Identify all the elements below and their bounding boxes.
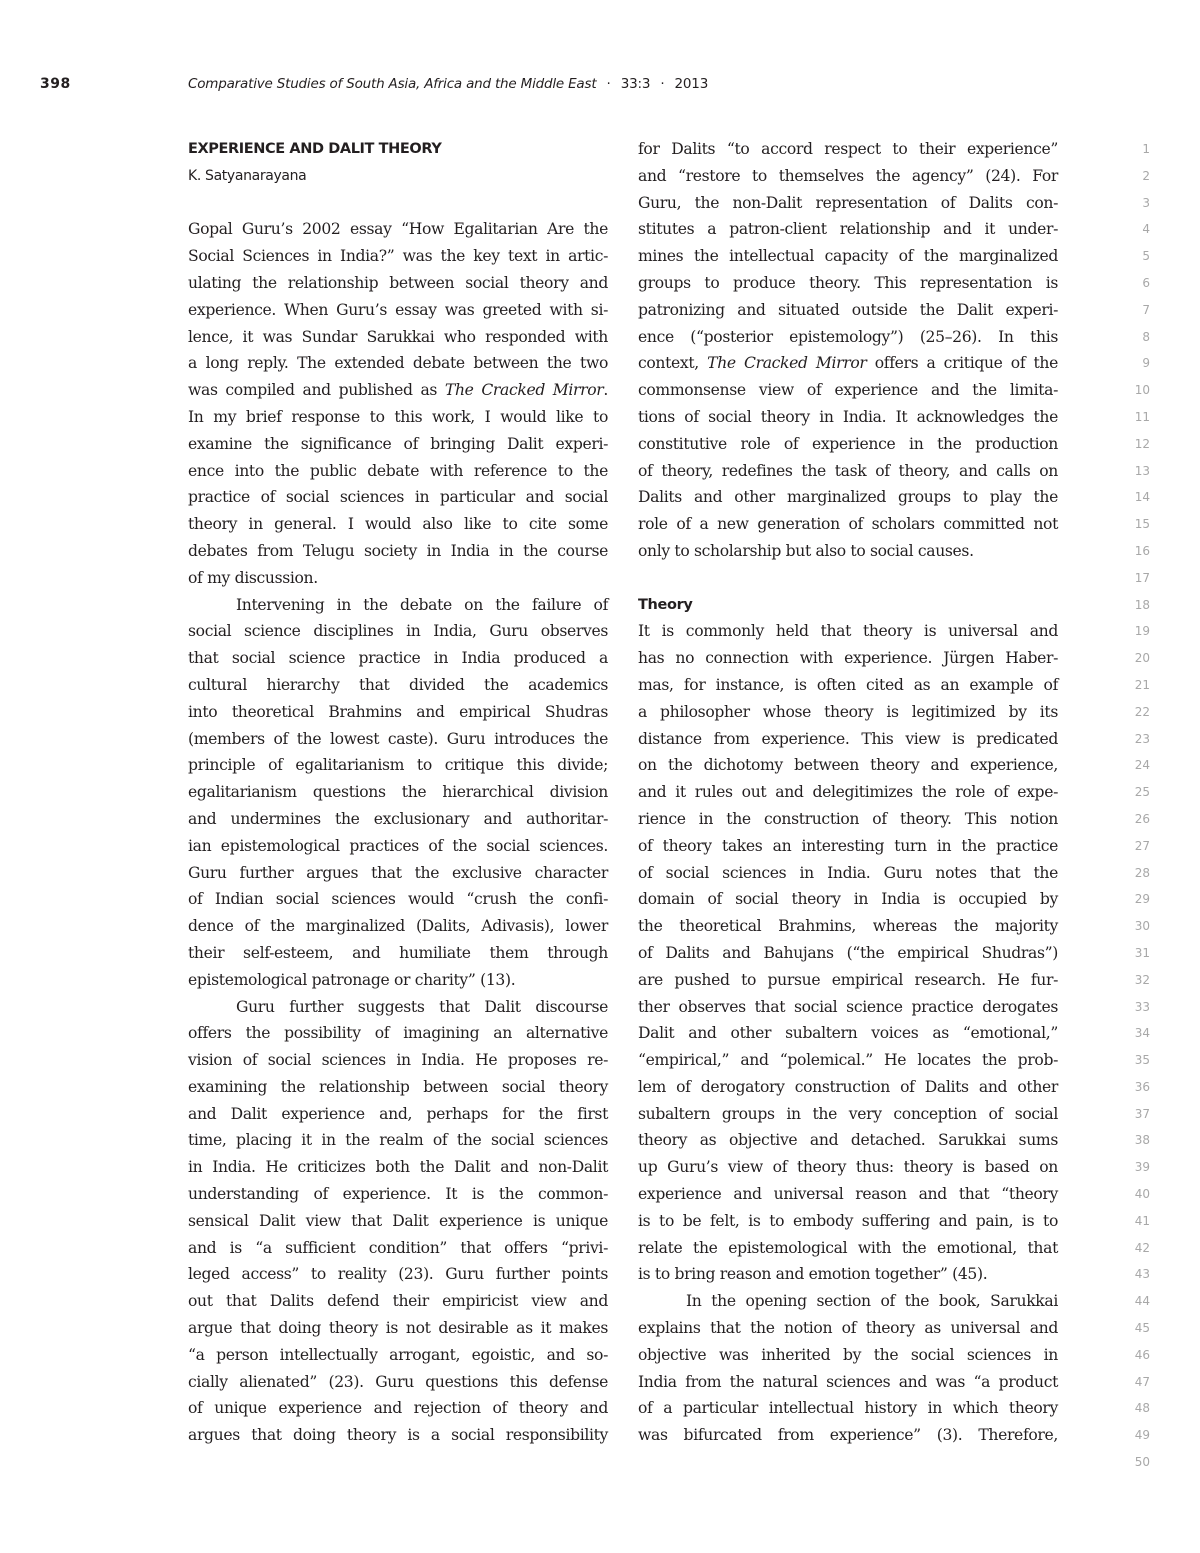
text-line: domain of social theory in India is occupied by <box>638 890 1058 909</box>
text-line: Guru further suggests that Dalit discourse <box>236 997 608 1016</box>
text-line: lence, it was Sundar Sarukkai who responded with <box>188 327 608 346</box>
section-heading: Theory <box>638 596 693 613</box>
line-number: 48 <box>1134 1401 1150 1416</box>
text-line: examine the significance of bringing Dalit experi- <box>188 434 608 453</box>
text-line: ian epistemological practices of the social sciences. <box>188 836 608 855</box>
text-run: . <box>603 381 608 400</box>
text-line: and “restore to themselves the agency” (24). For <box>638 166 1058 185</box>
line-number: 12 <box>1134 436 1150 451</box>
text-line: the theoretical Brahmins, whereas the majority <box>638 917 1058 936</box>
text-line: of Dalits and Bahujans (“the empirical Shudras”) <box>638 943 1058 962</box>
text-line: only to scholarship but also to social causes. <box>638 541 974 560</box>
line-number: 11 <box>1134 409 1150 424</box>
line-number: 3 <box>1142 195 1150 210</box>
text-line: vision of social sciences in India. He proposes re- <box>188 1051 608 1070</box>
text-line: argues that doing theory is a social responsibility <box>188 1426 608 1445</box>
line-number: 7 <box>1142 302 1150 317</box>
text-line: leged access” to reality (23). Guru further points <box>188 1265 608 1284</box>
line-number: 5 <box>1142 249 1150 264</box>
text-line: “a person intellectually arrogant, egoistic, and so- <box>188 1345 608 1364</box>
line-number: 24 <box>1134 758 1150 773</box>
text-line: (members of the lowest caste). Guru introduces the <box>188 729 608 748</box>
line-number: 33 <box>1134 999 1150 1014</box>
text-line: commonsense view of experience and the limita- <box>638 381 1058 400</box>
text-line: Intervening in the debate on the failure of <box>236 595 608 614</box>
text-line: of theory, redefines the task of theory, and calls on <box>638 461 1058 480</box>
text-line: cultural hierarchy that divided the academics <box>188 675 608 694</box>
text-line: and is “a sufficient condition” that offers “privi- <box>188 1238 608 1257</box>
separator: · <box>606 76 611 92</box>
text-line: of social sciences in India. Guru notes that the <box>638 863 1058 882</box>
line-number: 8 <box>1142 329 1150 344</box>
line-number: 16 <box>1134 543 1150 558</box>
journal-title: Comparative Studies of South Asia, Africa and the Middle East <box>188 76 597 92</box>
text-line: principle of egalitarianism to critique this divide; <box>188 756 608 775</box>
text-line: and undermines the exclusionary and authoritar- <box>188 809 608 828</box>
text-line: that social science practice in India produced a <box>188 649 608 668</box>
paragraph <box>638 618 1058 1288</box>
line-number: 49 <box>1134 1428 1150 1443</box>
line-number: 4 <box>1142 222 1150 237</box>
text-line: social science disciplines in India, Guru observes <box>188 622 608 641</box>
text-line: Guru, the non-Dalit representation of Dalits con- <box>638 193 1058 212</box>
line-number: 13 <box>1134 463 1150 478</box>
spacer <box>188 190 608 217</box>
text-line: and Dalit experience and, perhaps for the first <box>188 1104 608 1123</box>
right-column <box>638 136 1058 1449</box>
paragraph <box>188 592 608 994</box>
text-line: examining the relationship between social theory <box>188 1077 608 1096</box>
line-number: 28 <box>1134 865 1150 880</box>
text-line: epistemological patronage or charity” (13). <box>188 970 516 989</box>
text-line: Gopal Guru’s 2002 essay “How Egalitarian Are the <box>188 220 608 239</box>
line-number: 25 <box>1134 785 1150 800</box>
line-number: 39 <box>1134 1160 1150 1175</box>
author-name: K. Satyanarayana <box>188 167 307 184</box>
text-line: It is commonly held that theory is universal and <box>638 622 1058 641</box>
text-line: constitutive role of experience in the production <box>638 434 1058 453</box>
text-line: a long reply. The extended debate between the two <box>188 354 608 373</box>
text-run: offers a critique of the <box>874 354 1058 373</box>
spacer <box>638 565 1058 592</box>
line-number: 26 <box>1134 811 1150 826</box>
text-line: subaltern groups in the very conception of social <box>638 1104 1058 1123</box>
line-number: 9 <box>1142 356 1150 371</box>
book-title: The Cracked Mirror <box>444 381 604 400</box>
line-number: 2 <box>1142 168 1150 183</box>
text-line: was bifurcated from experience” (3). Therefore, <box>638 1426 1058 1445</box>
text-line: theory in general. I would also like to cite some <box>188 515 608 534</box>
text-line: Dalits and other marginalized groups to play the <box>638 488 1058 507</box>
text-line: tions of social theory in India. It acknowledges the <box>638 407 1058 426</box>
year: 2013 <box>674 76 709 92</box>
text-line: Social Sciences in India?” was the key text in artic- <box>188 247 608 266</box>
text-line: is to bring reason and emotion together” (45). <box>638 1265 988 1284</box>
text-line: sensical Dalit view that Dalit experience is unique <box>188 1211 608 1230</box>
text-line: in India. He criticizes both the Dalit and non-Dalit <box>188 1158 608 1177</box>
text-line: experience and universal reason and that “theory <box>638 1185 1058 1204</box>
line-number: 32 <box>1134 972 1150 987</box>
text-line: patronizing and situated outside the Dalit experi- <box>638 300 1058 319</box>
line-number: 44 <box>1134 1294 1150 1309</box>
left-column <box>188 136 608 1449</box>
text-line: Guru further argues that the exclusive character <box>188 863 608 882</box>
text-line: of a particular intellectual history in which theory <box>638 1399 1058 1418</box>
text-run: was compiled and published as <box>188 381 438 400</box>
line-number: 37 <box>1134 1106 1150 1121</box>
text-line: “empirical,” and “polemical.” He locates the prob- <box>638 1051 1058 1070</box>
line-number: 23 <box>1134 731 1150 746</box>
text-line: has no connection with experience. Jürgen Haber- <box>638 649 1058 668</box>
text-line: of Indian social sciences would “crush the confi- <box>188 890 608 909</box>
text-line: their self-esteem, and humiliate them through <box>188 943 608 962</box>
text-line: theory as objective and detached. Sarukkai sums <box>638 1131 1058 1150</box>
text-run: context, <box>638 354 699 373</box>
line-number: 34 <box>1134 1026 1150 1041</box>
line-number: 46 <box>1134 1347 1150 1362</box>
line-number: 45 <box>1134 1321 1150 1336</box>
paragraph <box>638 136 1058 565</box>
line-number: 14 <box>1134 490 1150 505</box>
line-number: 41 <box>1134 1213 1150 1228</box>
text-line: out that Dalits defend their empiricist view and <box>188 1292 608 1311</box>
text-line <box>188 377 608 404</box>
text-line: distance from experience. This view is predicated <box>638 729 1058 748</box>
paragraph <box>638 1288 1058 1449</box>
line-number: 1 <box>1142 142 1150 156</box>
line-number: 36 <box>1134 1079 1150 1094</box>
text-line: groups to produce theory. This representation is <box>638 273 1058 292</box>
journal-citation <box>188 76 708 92</box>
line-number: 19 <box>1134 624 1150 639</box>
text-line: relate the epistemological with the emotional, that <box>638 1238 1058 1257</box>
text-line: mas, for instance, is often cited as an example of <box>638 675 1058 694</box>
line-number: 20 <box>1134 651 1150 666</box>
text-line: Dalit and other subaltern voices as “emotional,” <box>638 1024 1058 1043</box>
text-line: mines the intellectual capacity of the marginalized <box>638 247 1058 266</box>
article-title: EXPERIENCE AND DALIT THEORY <box>188 141 442 157</box>
line-number: 6 <box>1142 275 1150 290</box>
text-line: offers the possibility of imagining an alternative <box>188 1024 608 1043</box>
text-line: of unique experience and rejection of theory and <box>188 1399 608 1418</box>
line-number: 30 <box>1134 919 1150 934</box>
text-line: up Guru’s view of theory thus: theory is based on <box>638 1158 1058 1177</box>
line-number: 21 <box>1134 677 1150 692</box>
line-number: 38 <box>1134 1133 1150 1148</box>
running-head <box>0 76 1200 98</box>
line-number: 35 <box>1134 1053 1150 1068</box>
text-line: objective was inherited by the social sciences in <box>638 1345 1058 1364</box>
paragraph <box>188 994 608 1450</box>
text-line: a philosopher whose theory is legitimized by its <box>638 702 1058 721</box>
text-line: for Dalits “to accord respect to their experience” <box>638 140 1058 158</box>
text-line: ther observes that social science practice derogates <box>638 997 1058 1016</box>
separator: · <box>660 76 665 92</box>
line-numbers <box>1110 136 1150 1476</box>
text-line: cially alienated” (23). Guru questions this defense <box>188 1372 608 1391</box>
text-line: time, placing it in the realm of the social sciences <box>188 1131 608 1150</box>
text-line: of my discussion. <box>188 568 318 587</box>
line-number: 10 <box>1134 383 1150 398</box>
text-line: argue that doing theory is not desirable as it makes <box>188 1319 608 1338</box>
text-line: is to be felt, is to embody suffering and pain, is to <box>638 1211 1058 1230</box>
text-line: India from the natural sciences and was “a product <box>638 1372 1058 1391</box>
text-line: egalitarianism questions the hierarchical division <box>188 783 608 802</box>
line-number: 15 <box>1134 517 1150 532</box>
text-line: on the dichotomy between theory and experience, <box>638 756 1058 775</box>
paragraph <box>188 216 608 591</box>
text-line: understanding of experience. It is the common- <box>188 1185 608 1204</box>
line-number: 31 <box>1134 945 1150 960</box>
page-number: 398 <box>40 76 71 92</box>
text-line: In the opening section of the book, Sarukkai <box>686 1292 1058 1311</box>
text-line: lem of derogatory construction of Dalits and other <box>638 1077 1058 1096</box>
line-number: 40 <box>1134 1187 1150 1202</box>
text-line: of theory takes an interesting turn in the practice <box>638 836 1058 855</box>
text-line: In my brief response to this work, I would like to <box>188 407 608 426</box>
line-number: 50 <box>1134 1455 1150 1470</box>
text-line: ence (“posterior epistemology”) (25–26). In this <box>638 327 1058 346</box>
text-line: practice of social sciences in particular and social <box>188 488 608 507</box>
book-title: The Cracked Mirror <box>707 354 867 373</box>
text-line: explains that the notion of theory as universal and <box>638 1319 1058 1338</box>
text-line: into theoretical Brahmins and empirical Shudras <box>188 702 608 721</box>
line-number: 42 <box>1134 1240 1150 1255</box>
text-line <box>638 350 1058 377</box>
text-line: ulating the relationship between social theory and <box>188 273 608 292</box>
line-number: 17 <box>1134 570 1150 585</box>
line-number: 27 <box>1134 838 1150 853</box>
line-number: 47 <box>1134 1374 1150 1389</box>
text-line: dence of the marginalized (Dalits, Adivasis), lower <box>188 917 608 936</box>
line-number: 22 <box>1134 704 1150 719</box>
line-number: 18 <box>1134 597 1150 612</box>
text-line: ence into the public debate with reference to the <box>188 461 608 480</box>
line-number: 43 <box>1134 1267 1150 1282</box>
line-number: 29 <box>1134 892 1150 907</box>
text-line: debates from Telugu society in India in the course <box>188 541 608 560</box>
volume-issue: 33:3 <box>620 76 651 92</box>
text-line: stitutes a patron-client relationship and it under- <box>638 220 1058 239</box>
text-line: rience in the construction of theory. This notion <box>638 809 1058 828</box>
text-line: are pushed to pursue empirical research. He fur- <box>638 970 1058 989</box>
text-line: and it rules out and delegitimizes the role of expe- <box>638 783 1058 802</box>
text-line: experience. When Guru’s essay was greeted with si- <box>188 300 608 319</box>
text-line: role of a new generation of scholars committed not <box>638 515 1058 534</box>
